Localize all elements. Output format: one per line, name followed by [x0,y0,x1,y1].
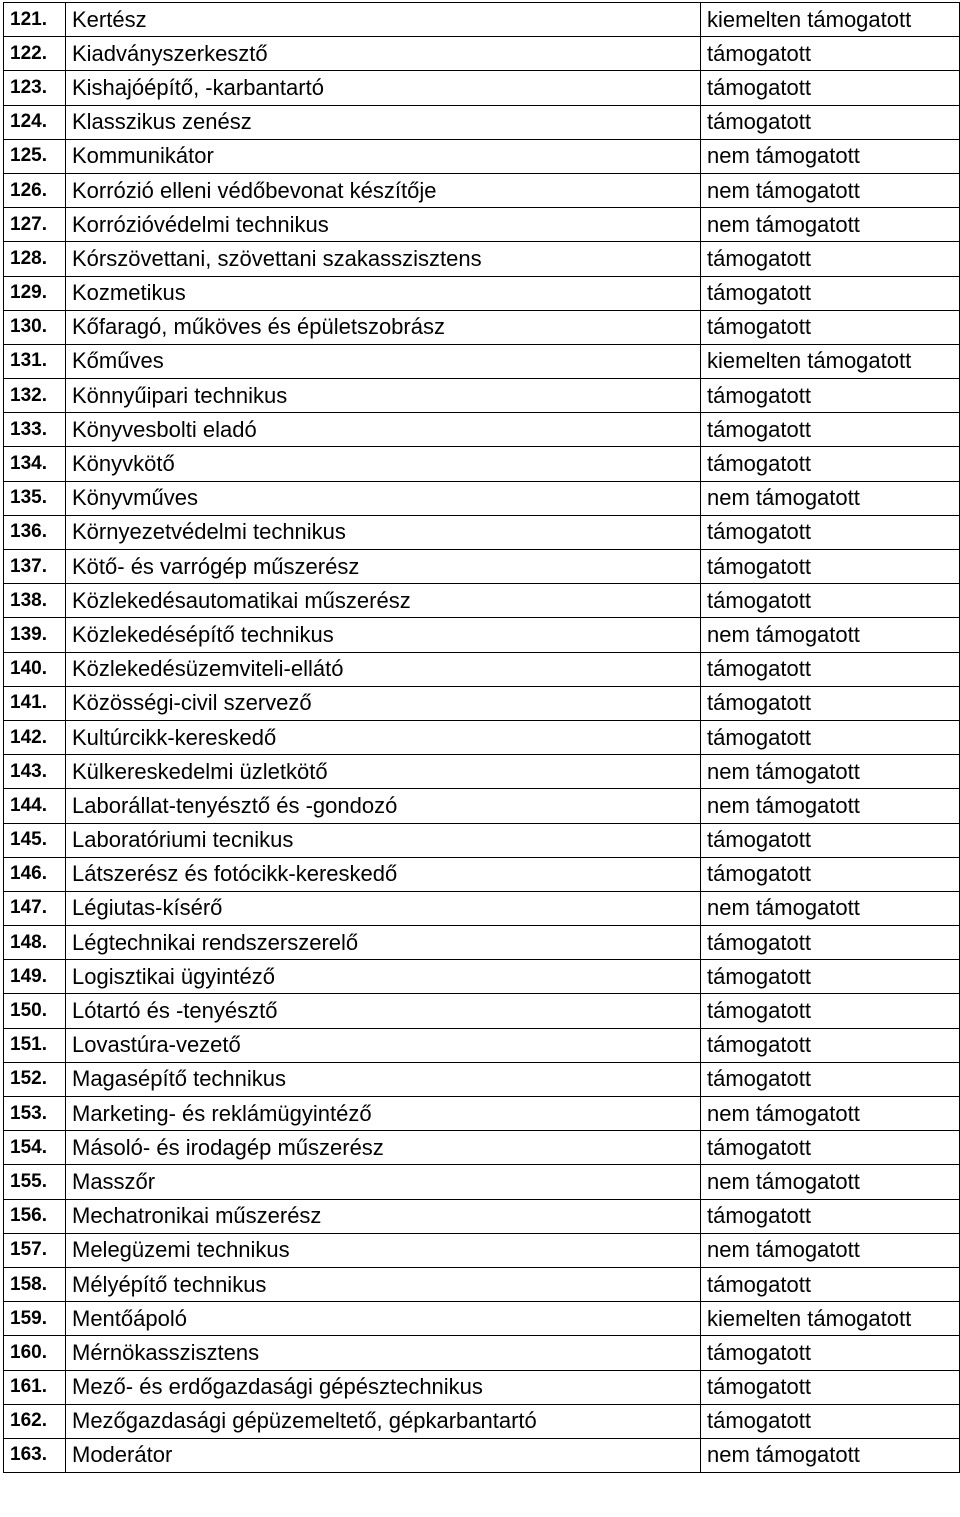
table-row [4,310,960,344]
support-status: nem támogatott [701,1438,960,1472]
support-status: támogatott [701,584,960,618]
profession-name: Lovastúra-vezető [66,1028,701,1062]
table-row [4,618,960,652]
profession-name: Mezőgazdasági gépüzemeltető, gépkarbantartó [66,1404,701,1438]
table-row [4,857,960,891]
profession-name: Kommunikátor [66,139,701,173]
profession-name: Kertész [66,3,701,37]
support-status: támogatott [701,686,960,720]
support-status: támogatott [701,857,960,891]
support-status: kiemelten támogatott [701,344,960,378]
table-row [4,1404,960,1438]
support-status: támogatott [701,379,960,413]
table-row [4,891,960,925]
table-row [4,1336,960,1370]
table-row [4,1370,960,1404]
profession-name: Mechatronikai műszerész [66,1199,701,1233]
row-number: 150. [4,994,66,1028]
table-row [4,139,960,173]
support-status: nem támogatott [701,1233,960,1267]
table-row [4,344,960,378]
profession-name: Logisztikai ügyintéző [66,960,701,994]
table-row [4,1097,960,1131]
row-number: 133. [4,413,66,447]
profession-name: Klasszikus zenész [66,105,701,139]
table-row [4,1131,960,1165]
row-number: 141. [4,686,66,720]
table-row [4,242,960,276]
row-number: 160. [4,1336,66,1370]
row-number: 143. [4,755,66,789]
profession-name: Környezetvédelmi technikus [66,515,701,549]
row-number: 163. [4,1438,66,1472]
profession-name: Mélyépítő technikus [66,1267,701,1301]
table-row [4,823,960,857]
support-status: támogatott [701,37,960,71]
support-status: támogatott [701,1404,960,1438]
table-row [4,3,960,37]
support-status: támogatott [701,447,960,481]
row-number: 155. [4,1165,66,1199]
profession-name: Laborállat-tenyésztő és -gondozó [66,789,701,823]
profession-name: Lótartó és -tenyésztő [66,994,701,1028]
table-row [4,481,960,515]
row-number: 144. [4,789,66,823]
row-number: 156. [4,1199,66,1233]
support-status: nem támogatott [701,618,960,652]
row-number: 123. [4,71,66,105]
profession-name: Laboratóriumi tecnikus [66,823,701,857]
table-row [4,1062,960,1096]
row-number: 122. [4,37,66,71]
profession-name: Könyvműves [66,481,701,515]
table-row [4,686,960,720]
profession-name: Kultúrcikk-kereskedő [66,720,701,754]
support-status: támogatott [701,1062,960,1096]
row-number: 124. [4,105,66,139]
row-number: 162. [4,1404,66,1438]
support-status: támogatott [701,1370,960,1404]
profession-name: Marketing- és reklámügyintéző [66,1097,701,1131]
row-number: 151. [4,1028,66,1062]
profession-name: Kőfaragó, műköves és épületszobrász [66,310,701,344]
row-number: 139. [4,618,66,652]
support-status: támogatott [701,71,960,105]
profession-table [3,2,960,1473]
row-number: 149. [4,960,66,994]
row-number: 159. [4,1302,66,1336]
table-row [4,1233,960,1267]
profession-name: Kórszövettani, szövettani szakasszisztens [66,242,701,276]
table-row [4,447,960,481]
row-number: 132. [4,379,66,413]
table-row [4,1028,960,1062]
row-number: 130. [4,310,66,344]
profession-name: Moderátor [66,1438,701,1472]
profession-name: Könyvesbolti eladó [66,413,701,447]
table-row [4,379,960,413]
support-status: támogatott [701,1028,960,1062]
table-row [4,1302,960,1336]
support-status: nem támogatott [701,481,960,515]
table-row [4,515,960,549]
support-status: támogatott [701,1336,960,1370]
table-row [4,276,960,310]
row-number: 140. [4,652,66,686]
row-number: 138. [4,584,66,618]
profession-name: Közlekedésüzemviteli-ellátó [66,652,701,686]
row-number: 147. [4,891,66,925]
table-row [4,960,960,994]
row-number: 128. [4,242,66,276]
profession-name: Közösségi-civil szervező [66,686,701,720]
profession-name: Kozmetikus [66,276,701,310]
profession-name: Magasépítő technikus [66,1062,701,1096]
profession-name: Korrózióvédelmi technikus [66,208,701,242]
support-status: támogatott [701,242,960,276]
row-number: 129. [4,276,66,310]
table-row [4,1438,960,1472]
support-status: támogatott [701,720,960,754]
table-row [4,1267,960,1301]
row-number: 154. [4,1131,66,1165]
profession-table-body [4,3,960,1473]
profession-name: Mentőápoló [66,1302,701,1336]
row-number: 148. [4,926,66,960]
support-status: támogatott [701,823,960,857]
row-number: 161. [4,1370,66,1404]
support-status: nem támogatott [701,1165,960,1199]
row-number: 121. [4,3,66,37]
support-status: kiemelten támogatott [701,1302,960,1336]
table-row [4,413,960,447]
profession-name: Közlekedésautomatikai műszerész [66,584,701,618]
profession-name: Külkereskedelmi üzletkötő [66,755,701,789]
table-row [4,173,960,207]
profession-name: Légtechnikai rendszerszerelő [66,926,701,960]
row-number: 142. [4,720,66,754]
support-status: támogatott [701,276,960,310]
row-number: 137. [4,550,66,584]
profession-name: Masszőr [66,1165,701,1199]
profession-name: Könyvkötő [66,447,701,481]
table-row [4,584,960,618]
support-status: támogatott [701,105,960,139]
support-status: nem támogatott [701,208,960,242]
support-status: támogatott [701,413,960,447]
profession-name: Könnyűipari technikus [66,379,701,413]
profession-name: Másoló- és irodagép műszerész [66,1131,701,1165]
row-number: 134. [4,447,66,481]
profession-name: Kiadványszerkesztő [66,37,701,71]
row-number: 153. [4,1097,66,1131]
row-number: 135. [4,481,66,515]
support-status: támogatott [701,1267,960,1301]
support-status: nem támogatott [701,755,960,789]
row-number: 125. [4,139,66,173]
profession-name: Mező- és erdőgazdasági gépésztechnikus [66,1370,701,1404]
support-status: nem támogatott [701,1097,960,1131]
support-status: támogatott [701,515,960,549]
profession-name: Kőműves [66,344,701,378]
support-status: nem támogatott [701,891,960,925]
support-status: nem támogatott [701,173,960,207]
row-number: 157. [4,1233,66,1267]
support-status: támogatott [701,994,960,1028]
row-number: 146. [4,857,66,891]
row-number: 145. [4,823,66,857]
profession-name: Melegüzemi technikus [66,1233,701,1267]
profession-name: Látszerész és fotócikk-kereskedő [66,857,701,891]
profession-name: Korrózió elleni védőbevonat készítője [66,173,701,207]
row-number: 127. [4,208,66,242]
support-status: támogatott [701,1131,960,1165]
row-number: 131. [4,344,66,378]
table-row [4,1165,960,1199]
table-row [4,720,960,754]
table-row [4,755,960,789]
profession-name: Közlekedésépítő technikus [66,618,701,652]
table-row [4,789,960,823]
support-status: támogatott [701,1199,960,1233]
support-status: támogatott [701,926,960,960]
profession-name: Kishajóépítő, -karbantartó [66,71,701,105]
table-row [4,1199,960,1233]
table-row [4,550,960,584]
profession-name: Kötő- és varrógép műszerész [66,550,701,584]
support-status: nem támogatott [701,139,960,173]
support-status: támogatott [701,652,960,686]
table-row [4,994,960,1028]
table-row [4,105,960,139]
table-row [4,71,960,105]
support-status: nem támogatott [701,789,960,823]
support-status: kiemelten támogatott [701,3,960,37]
row-number: 126. [4,173,66,207]
support-status: támogatott [701,310,960,344]
support-status: támogatott [701,550,960,584]
table-row [4,652,960,686]
row-number: 136. [4,515,66,549]
support-status: támogatott [701,960,960,994]
row-number: 158. [4,1267,66,1301]
table-row [4,208,960,242]
profession-name: Mérnökasszisztens [66,1336,701,1370]
table-row [4,37,960,71]
row-number: 152. [4,1062,66,1096]
profession-name: Légiutas-kísérő [66,891,701,925]
table-row [4,926,960,960]
